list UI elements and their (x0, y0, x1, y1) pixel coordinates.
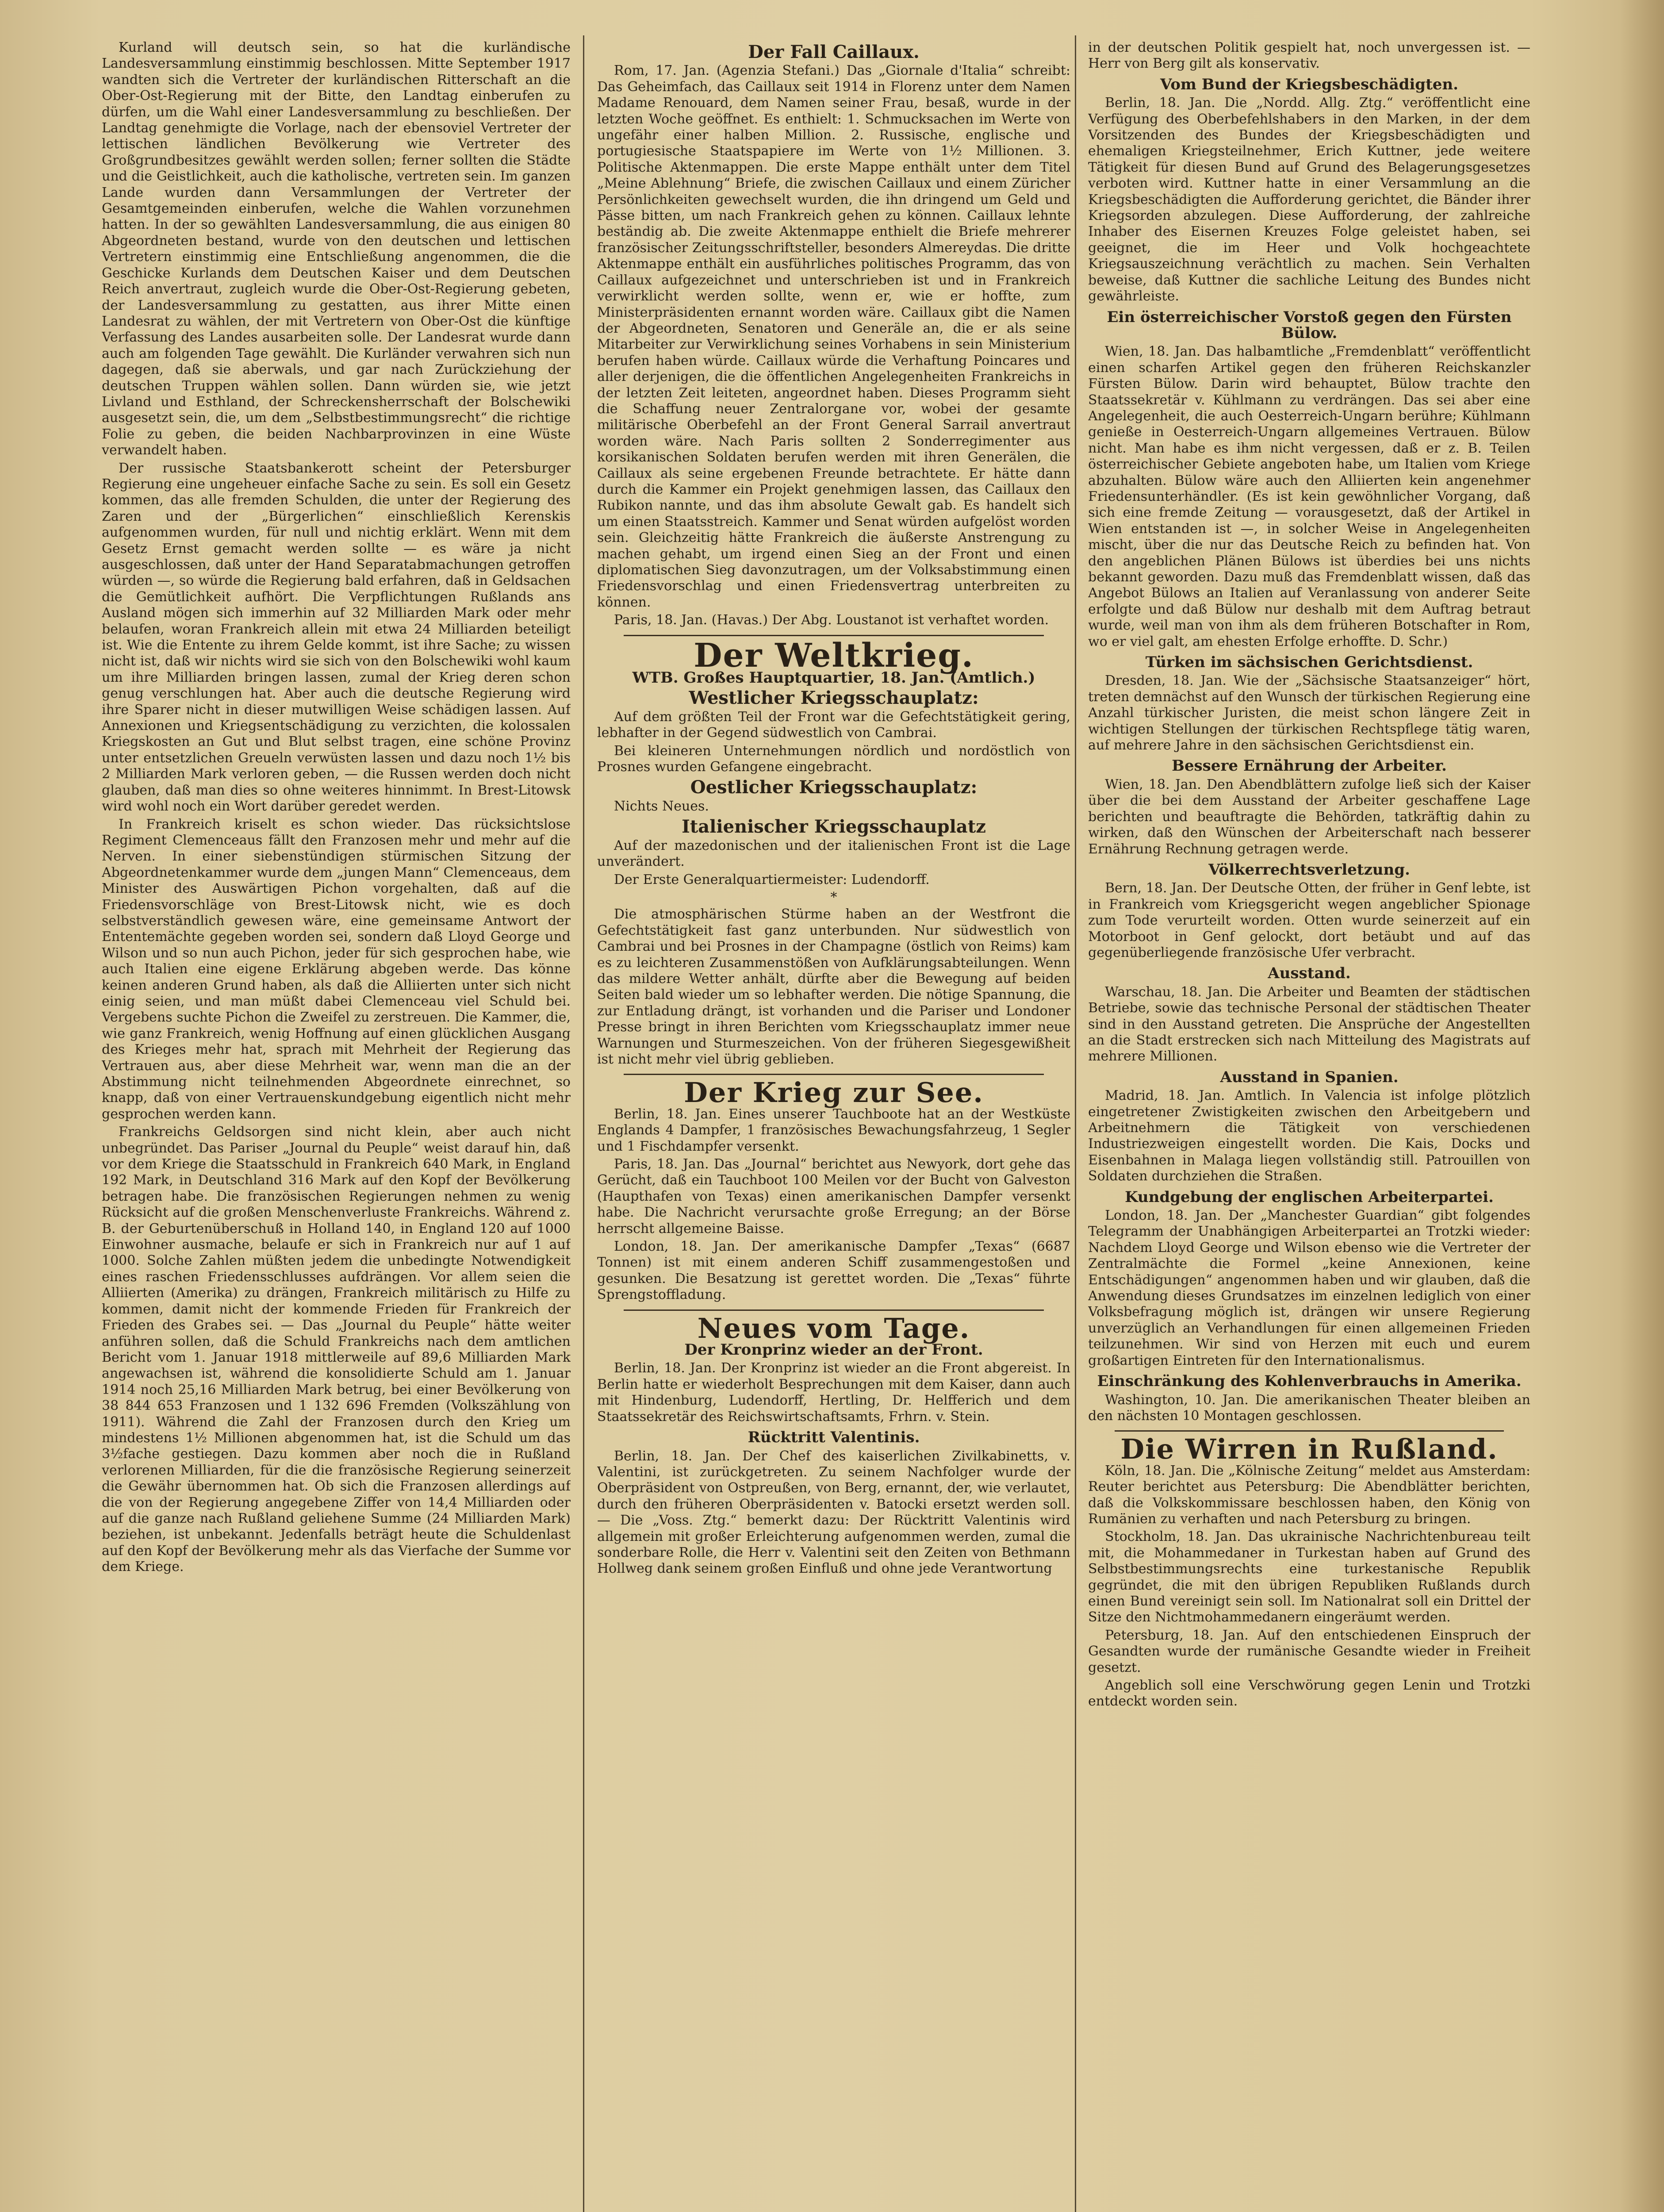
heading-kohlenverbrauch: Einschränkung des Kohlenverbrauchs in Amerika. (1097, 1372, 1522, 1390)
page-edge-shadow (1620, 0, 1664, 2212)
article-galveston: Paris, 18. Jan. Das „Journal“ berichtet aus Newyork, dort gehe das Gerücht, daß ein Tauchboot 100 Meilen vor der Bucht von Galveston (Haupthafen von Texas) einen amerikanischen Dampfer versenkt habe. Die Nachricht verursachte große Erregung; an der Börse herrscht allgemeine Baisse. (597, 1156, 1070, 1237)
heading-weltkrieg: Der Weltkrieg. (694, 636, 974, 675)
column-1 (102, 40, 571, 2212)
asterisk-divider: * (830, 889, 837, 905)
article-kurland: Kurland will deutsch sein, so hat die kurländische Landesversammlung einstimmig beschlossen. Mitte September 1917 wandten sich die Vertreter der kurländischen Ritterschaft an die Ober-Ost-Regierung mit der Bitte, den Landtag einberufen zu dürfen, um die Wahl einer Landesversammlung zu beschließen. Der Landtag genehmigte die Vorlage, nach der ebensoviel Vertreter der lettischen ländlichen Bevölkerung wie Vertreter des Großgrundbesitzes gewählt werden sollen; ferner sollten die Städte und die Geistlichkeit, auch die katholische, vertreten sein. Im ganzen Lande wurden dann Versammlungen der Vertreter der Gesamtgemeinden einberufen, welche die Wahlen vorzunehmen hatten. In der so gewählten Landesversammlung, die aus einigen 80 Abgeordneten bestand, wurde von den deutschen und lettischen Vertretern einstimmig eine Entschließung angenommen, die die Geschicke Kurlands dem Deutschen Kaiser und dem Deutschen Reich anvertraut, zugleich wurde die Ober-Ost-Regierung gebeten, der Landesversammlung zu gestatten, aus ihrer Mitte einen Landesrat zu wählen, der mit Vertretern von Ober-Ost die künftige Verfassung des Landes ausarbeiten solle. Der Landesrat wurde dann auch am folgenden Tage gewählt. Die Kurländer verwahren sich nun dagegen, daß sie aberwals, und gar nach Zurückziehung der deutschen Truppen wählen sollen. Dann würden sie, wie jetzt Livland und Esthland, der Schreckensherrschaft der Bolschewiki ausgesetzt sein, die, um dem „Selbstbestimmungsrecht“ die richtige Folie zu geben, die beiden Nachbarprovinzen in eine Wüste verwandelt haben. (102, 40, 571, 458)
article-kronprinz: Berlin, 18. Jan. Der Kronprinz ist wieder an die Front abgereist. In Berlin hatte er wiederholt Besprechungen mit dem Kaiser, dann auch mit Hindenburg, Ludendorff, Hertling, Dr. Helfferich und dem Staatssekretär des Reichswirtschaftsamts, Frhrn. v. Stein. (597, 1360, 1070, 1425)
article-buelow: Wien, 18. Jan. Das halbamtliche „Fremdenblatt“ veröffentlicht einen scharfen Artikel gegen den früheren Reichskanzler Fürsten Bülow. Darin wird behauptet, Bülow trachte den Staatssekretär v. Kühlmann zu verdrängen. Das sei aber eine Angelegenheit, die auch Oesterreich-Ungarn berühre; Kühlmann genieße in Oesterreich-Ungarn allgemeines Vertrauen. Bülow nicht. Man habe es ihm nicht vergessen, daß er z. B. Teilen österreichischer Gebiete angeboten habe, um Italien vom Kriege abzuhalten. Bülow wäre auch den Alliierten kein angenehmer Friedensunterhändler. (Es ist kein gewöhnlicher Vorgang, daß sich eine fremde Zeitung — vorausgesetzt, daß der Artikel in Wien entstanden ist —, in solcher Weise in Angelegenheiten mischt, über die nur das Deutsche Reich zu befinden hat. Von den angeblichen Plänen Bülows ist überdies bei uns nichts bekannt geworden. Dazu muß das Fremdenblatt wissen, daß das Angebot Bülows an Italien auf Veranlassung von anderer Seite erfolgte und daß Bülow nur deshalb mit dem Auftrag betraut wurde, weil man von ihm als dem früheren Botschafter in Rom, wo er viel galt, am ehesten Erfolge erhoffte. D. Schr.) (1088, 344, 1530, 649)
signature-ludendorff: Der Erste Generalquartiermeister: Ludendorff. (614, 872, 930, 887)
heading-krieg-zur-see: Der Krieg zur See. (684, 1076, 984, 1109)
heading-neues-vom-tage: Neues vom Tage. (697, 1312, 970, 1344)
column-rule (1075, 35, 1076, 2212)
column-3 (1088, 40, 1530, 2212)
heading-arbeiterpartei: Kundgebung der englischen Arbeiterpartei. (1125, 1188, 1494, 1206)
article-koeln: Köln, 18. Jan. Die „Kölnische Zeitung“ meldet aus Amsterdam: Reuter berichtet aus Petersburg: Die Abendblätter berichten, daß die Volkskommissare beschlossen haben, den König von Rumänien zu verhaften und nach Petersburg zu bringen. (1088, 1463, 1530, 1527)
heading-westlicher-kriegsschauplatz: Westlicher Kriegsschauplatz: (689, 687, 979, 709)
article-valentini: Berlin, 18. Jan. Der Chef des kaiserlichen Zivilkabinetts, v. Valentini, ist zurückgetreten. Zu seinem Nachfolger wurde der Oberpräsident von Ostpreußen, von Berg, ernannt, der, wie verlautet, durch den früheren Oberpräsidenten v. Batocki ersetzt werden soll. — Die „Voss. Ztg.“ bemerkt dazu: Der Rücktritt Valentinis wird allgemein mit großer Erleichterung aufgenommen werden, zumal die sonderbare Rolle, die Herr v. Valentini seit den Zeiten von Bethmann Hollweg dank seinem großen Einfluß und ohne jede Verantwortung (597, 1448, 1070, 1577)
heading-buelow: Ein österreichischer Vorstoß gegen den Fürsten Bülow. (1107, 308, 1512, 342)
article-washington: Washington, 10. Jan. Die amerikanischen Theater bleiben an den nächsten 10 Montagen geschlossen. (1088, 1392, 1530, 1424)
article-london: London, 18. Jan. Der „Manchester Guardian“ gibt folgendes Telegramm der Unabhängigen Arbeiterpartei an Trotzki wieder: Nachdem Lloyd George und Wilson ebenso wie die Vertreter der Zentralmächte die Formel „keine Annexionen, keine Entschädigungen“ angenommen haben und wir glauben, daß die Anwendung dieses Grundsatzes im einzelnen lediglich von einer Volksbefragung möglich ist, drängen wir unsere Regierung unverzüglich an Verhandlungen für einen allgemeinen Frieden teilzunehmen. Wir sind von Herzen mit euch und eurem großartigen Eintreten für den Internationalismus. (1088, 1208, 1530, 1368)
article-kuttner: Berlin, 18. Jan. Die „Nordd. Allg. Ztg.“ veröffentlicht eine Verfügung des Oberbefehlshabers in den Marken, in der dem Vorsitzenden des Bundes der Kriegsbeschädigten und ehemaligen Kriegsteilnehmer, Erich Kuttner, jede weitere Tätigkeit für diesen Bund auf Grund des Belagerungsgesetzes verboten wird. Kuttner hatte in einer Versammlung an die Kriegsbeschädigten die Aufforderung gerichtet, die Bänder ihrer Kriegsorden abzulegen. Diese Aufforderung, der zahlreiche Inhaber des Eisernen Kreuzes Folge geleistet haben, sei geeignet, die im Heer und Volk hochgeachtete Kriegsauszeichnung verächtlich zu machen. Sein Verhalten beweise, daß Kuttner die sachliche Leitung des Bundes nicht gewährleiste. (1088, 95, 1530, 304)
separator (624, 1310, 1044, 1311)
heading-wirren-russland: Die Wirren in Rußland. (1120, 1433, 1498, 1466)
heading-italienischer-kriegsschauplatz: Italienischer Kriegsschauplatz (682, 816, 986, 837)
article-loustanot: Paris, 18. Jan. (Havas.) Der Abg. Loustanot ist verhaftet worden. (614, 612, 1049, 628)
article-stockholm: Stockholm, 18. Jan. Das ukrainische Nachrichtenbureau teilt mit, die Mohammedaner in Turkestan haben auf Grund des Selbstbestimmungsrechts eine turkestanische Republik gegründet, die mit den übrigen Republiken Rußlands durch einen Bund vereinigt sein soll. Im Nationalrat soll ein Drittel der Sitze den Nichtmohammedanern eingeräumt werden. (1088, 1529, 1530, 1625)
report-italien: Auf der mazedonischen und der italienischen Front ist die Lage unverändert. (597, 837, 1070, 870)
heading-ausstand: Ausstand. (1268, 964, 1351, 983)
heading-hauptquartier: WTB. Großes Hauptquartier, 18. Jan. (Amtlich.) (632, 669, 1035, 687)
heading-kronprinz: Der Kronprinz wieder an der Front. (684, 1341, 983, 1359)
report-ost: Nichts Neues. (614, 798, 709, 814)
article-westfront-comment: Die atmosphärischen Stürme haben an der Westfront die Gefechtstätigkeit fast ganz unterbunden. Nur südwestlich von Cambrai und bei Prosnes in der Champagne (östlich von Reims) kam es zu leichteren Zusammenstößen von Aufklärungsabteilungen. Wenn das mildere Wetter anhält, dürfte aber die Bewegung auf beiden Seiten bald wieder um so lebhafter werden. Die nötige Spannung, die zur Entladung drängt, ist vorhanden und die Pariser und Londoner Presse bringt in ihren Berichten vom Kriegsschauplatz immer neue Warnungen und Sturmeszeichen. Von der früheren Siegesgewißheit ist nicht mehr viel übrig geblieben. (597, 906, 1070, 1067)
heading-ausstand-spanien: Ausstand in Spanien. (1220, 1068, 1399, 1086)
article-staatsbankerott: Der russische Staatsbankerott scheint der Petersburger Regierung eine ungeheuer einfache Sache zu sein. Es soll ein Gesetz kommen, das alle fremden Schulden, die unter der Regierung des Zaren und der „Bürgerlichen“ einschließlich Kerenskis aufgenommen wurden, für null und nichtig erklärt. Wenn mit dem Gesetz Ernst gemacht werden sollte — es wäre ja nicht ausgeschlossen, daß unter der Hand Separatabmachungen getroffen würden —, so würde die Regierung bald erfahren, daß in Geldsachen die Gemütlichkeit aufhört. Die Verpflichtungen Rußlands ans Ausland mögen sich immerhin auf 32 Milliarden Mark oder mehr belaufen, woran Frankreich allein mit etwa 24 Milliarden beteiligt ist. Wie die Entente zu ihrem Gelde kommt, ist ihre Sache; zu wissen nicht ist, daß wir nichts wird sie sich von den Bolschewiki wohl kaum um ihre Milliarden bringen lassen, zumal der Krieg deren schon genug verschlungen hat. Aber auch die deutsche Regierung wird ihre Sparer nicht in dieser mutwilligen Weise schädigen lassen. Auf Annexionen und Kriegsentschädigung zu verzichten, die kolossalen Kriegskosten an Gut und Blut selbst tragen, eine schöne Provinz unter entsetzlichen Greueln verwüsten lassen und dazu noch 1½ bis 2 Milliarden Mark verloren geben, — die Russen werden doch nicht glauben, daß man dies so ohne weiteres hinnimmt. In Brest-Litowsk wird wohl noch ein Wort darüber geredet werden. (102, 460, 571, 814)
article-valentini-cont: in der deutschen Politik gespielt hat, noch unvergessen ist. — Herr von Berg gilt als konservativ. (1088, 40, 1530, 72)
article-texas: London, 18. Jan. Der amerikanische Dampfer „Texas“ (6687 Tonnen) ist mit einem anderen Schiff zusammengestoßen und gesunken. Die Besatzung ist gerettet worden. Die „Texas“ führte Sprengstoffladung. (597, 1239, 1070, 1303)
article-geldsorgen: Frankreichs Geldsorgen sind nicht klein, aber auch nicht unbegründet. Das Pariser „Journal du Peuple“ weist darauf hin, daß vor dem Kriege die Staatsschuld in Frankreich 640 Mark, in England 192 Mark, in Deutschland 316 Mark auf den Kopf der Bevölkerung betragen habe. Die französischen Regierungen nehmen zu wenig Rücksicht auf die großen Menschenverluste Frankreichs. Während z. B. der Geburtenüberschuß in Holland 140, in England 120 auf 1000 Einwohner ausmache, belaufe er sich in Frankreich nur auf 1 auf 1000. Solche Zahlen müßten jedem die unbedingte Notwendigkeit eines raschen Friedensschlusses aufdrängen. Vor allem seien die Alliierten (Amerika) zu drängen, Frankreich militärisch zu Hilfe zu kommen, damit nicht der kommende Frieden für Frankreich der Frieden des Grabes sei. — Das „Journal du Peuple“ hätte weiter anführen sollen, daß die Schuld Frankreichs nach dem amtlichen Bericht vom 1. Januar 1918 mittlerweile auf 89,6 Milliarden Mark angewachsen ist, während die konsolidierte Schuld am 1. Januar 1914 noch 25,16 Milliarden Mark betrug, bei einer Bevölkerung von 38 844 653 Franzosen und 1 132 696 Fremden (Volkszählung von 1911). Während die Zahl der Franzosen durch den Krieg um mindestens 1½ Millionen abgenommen hat, ist die Schuld um das 3½fache gestiegen. Dazu kommen aber noch die in Rußland verlorenen Milliarden, für die die französische Regierung seinerzeit die Gewähr übernommen hat. Ob sich die Franzosen allerdings auf die von der Regierung angegebene Ziffer von 14,4 Milliarden oder auf die ganze nach Rußland geliehene Summe (24 Milliarden Mark) beziehen, ist unbekannt. Jedenfalls beträgt heute die Schuldenlast auf den Kopf der Bevölkerung mehr als das Vierfache der Summe vor dem Kriege. (102, 1124, 571, 1575)
article-verschwoerung: Angeblich soll eine Verschwörung gegen Lenin und Trotzki entdeckt worden sein. (1088, 1678, 1530, 1709)
report-west-2: Bei kleineren Unternehmungen nördlich und nordöstlich von Prosnes wurden Gefangene eingebracht. (597, 743, 1070, 775)
report-west-1: Auf dem größten Teil der Front war die Gefechtstätigkeit gering, lebhafter in der Gegend südwestlich von Cambrai. (597, 709, 1070, 741)
article-caillaux: Rom, 17. Jan. (Agenzia Stefani.) Das „Giornale d'Italia“ schreibt: Das Geheimfach, das Caillaux seit 1914 in Florenz unter dem Namen Madame Renouard, dem Namen seiner Frau, besaß, wurde in der letzten Woche geöffnet. Es enthielt: 1. Schmucksachen im Werte von ungefähr einer halben Million. 2. Russische, englische und portugiesische Staatspapiere im Werte von 1½ Millionen. 3. Politische Aktenmappen. Die erste Mappe enthält unter dem Titel „Meine Ablehnung“ Briefe, die zwischen Caillaux und einem Züricher Persönlichkeiten gewechselt wurden, die ihn dringend um Geld und Pässe bitten, um nach Frankreich gehen zu können. Caillaux lehnte beständig ab. Die zweite Aktenmappe enthielt die Briefe mehrerer französischer Zeitungsschriftsteller, besonders Almereydas. Die dritte Aktenmappe enthält ein ausführliches politisches Programm, das von Caillaux aufgezeichnet und unterschrieben ist und in Frankreich verwirklicht werden sollte, wenn er, wie er hoffte, zum Ministerpräsidenten ernannt worden wäre. Caillaux gibt die Namen der Abgeordneten, Senatoren und Generäle an, die er als seine Mitarbeiter zur Verwirklichung seines Vorhabens in sein Ministerium berufen haben würde. Caillaux würde die Verhaftung Poincares und aller derjenigen, die die öffentlichen Angelegenheiten Frankreichs in der letzten Zeit leiteten, angeordnet haben. Dieses Programm sieht die Schaffung neuer Zentralorgane vor, wobei der gesamte militärische Oberbefehl an der Front General Sarrail anvertraut worden wäre. Nach Paris sollten 2 Sonderregimenter aus korsikanischen Soldaten berufen werden mit ihren Generälen, die Caillaux als seine ergebenen Freunde betrachtete. Er hätte dann durch die Kammer ein Projekt genehmigen lassen, das Caillaux den Rubikon nannte, und das ihm absolute Gewalt gab. Es handelt sich um einen Staatsstreich. Kammer und Senat würden aufgelöst worden sein. Gleichzeitig hätte Frankreich die äußerste Anstrengung zu machen gehabt, um irgend einen Sieg an der Front und einen diplomatischen Sieg davonzutragen, um der Volksabstimmung einen Friedensvorschlag und einen Friedensvertrag unterbreiten zu können. (597, 63, 1070, 610)
article-frankreich: In Frankreich kriselt es schon wieder. Das rücksichtslose Regiment Clemenceaus fällt den Franzosen mehr und mehr auf die Nerven. In einer siebenstündigen stürmischen Sitzung der Abgeordnetenkammer wurde dem „jungen Mann“ Clemenceaus, dem Minister des Auswärtigen Pichon vorgehalten, daß auf die Friedensvorschläge von Brest-Litowsk nicht, wie es doch selbstverständlich gewesen wäre, eine gemeinsame Antwort der Ententemächte gegeben worden sei, sondern daß Lloyd George und Wilson und so nun auch Pichon, jeder für sich gesprochen habe, wie auch Italien eine eigene Erklärung abgeben werde. Das könne keinen anderen Grund haben, als daß die Alliierten unter sich nicht einig seien, und man müßt dabei Clemenceau viel Schuld bei. Vergebens suchte Pichon die Zweifel zu zerstreuen. Die Kammer, die, wie ganz Frankreich, wenig Hoffnung auf einen glücklichen Ausgang des Krieges mehr hat, sprach mit Mehrheit der Regierung das Vertrauen aus, aber diese Mehrheit war, wenn man die an der Abstimmung nicht teilnehmenden Abgeordnete einrechnet, so knapp, daß von einer Vertrauenskundgebung eigentlich nicht mehr gesprochen werden kann. (102, 816, 571, 1122)
column-rule (583, 35, 584, 2212)
article-petersburg: Petersburg, 18. Jan. Auf den entschiedenen Einspruch der Gesandten wurde der rumänische Gesandte wieder in Freiheit gesetzt. (1088, 1627, 1530, 1675)
heading-ruecktritt-valentinis: Rücktritt Valentinis. (748, 1429, 920, 1447)
article-madrid: Madrid, 18. Jan. Amtlich. In Valencia ist infolge plötzlich eingetretener Zwistigkeiten zwischen den Arbeitgebern und Arbeitnehmern die Tätigkeit von verschiedenen Industriezweigen eingestellt worden. Die Kais, Docks und Eisenbahnen in Malaga liegen vollständig still. Patrouillen von Soldaten durchziehen die Straßen. (1088, 1088, 1530, 1184)
separator (1115, 1430, 1504, 1432)
separator (624, 635, 1044, 636)
article-tuerken: Dresden, 18. Jan. Wie der „Sächsische Staatsanzeiger“ hört, treten demnächst auf den Wunsch der türkischen Regierung eine Anzahl türkischer Juristen, die meist schon längere Zeit in wichtigen Stellungen der türkischen Rechtspflege tätig waren, auf mehrere Jahre in den sächsischen Gerichtsdienst ein. (1088, 673, 1530, 753)
heading-kriegsbeschaedigte: Vom Bund der Kriegsbeschädigten. (1160, 75, 1458, 93)
article-tauchboote: Berlin, 18. Jan. Eines unserer Tauchboote hat an der Westküste Englands 4 Dampfer, 1 französisches Bewachungsfahrzeug, 1 Segler und 1 Fischdampfer versenkt. (597, 1106, 1070, 1154)
article-ernaehrung: Wien, 18. Jan. Den Abendblättern zufolge ließ sich der Kaiser über die bei dem Ausstand der Arbeiter geschaffene Lage berichten und beauftragte die Behörden, tatkräftig dahin zu wirken, daß den Wünschen der Arbeiterschaft nach besserer Ernährung Rechnung getragen werde. (1088, 776, 1530, 857)
heading-tuerken: Türken im sächsischen Gerichtsdienst. (1145, 653, 1473, 672)
heading-voelkerrecht: Völkerrechtsverletzung. (1208, 860, 1410, 879)
column-2 (597, 40, 1070, 2212)
heading-oestlicher-kriegsschauplatz: Oestlicher Kriegsschauplatz: (690, 777, 978, 798)
separator (624, 1074, 1044, 1075)
article-otten: Bern, 18. Jan. Der Deutsche Otten, der früher in Genf lebte, ist in Frankreich vom Kriegsgericht wegen angeblicher Spionage zum Tode verurteilt worden. Otten wurde seinerzeit auf ein Motorboot in Genf gelockt, dort betäubt und auf das gegenüberliegende französische Ufer verbracht. (1088, 880, 1530, 960)
heading-ernaehrung: Bessere Ernährung der Arbeiter. (1172, 757, 1447, 775)
heading-fall-caillaux: Der Fall Caillaux. (748, 42, 920, 62)
article-warschau: Warschau, 18. Jan. Die Arbeiter und Beamten der städtischen Betriebe, sowie das technische Personal der städtischen Theater sind in den Ausstand getreten. Die Ansprüche der Angestellten an die Stadt erstrecken sich nach Mitteilung des Magistrats auf mehrere Millionen. (1088, 984, 1530, 1064)
